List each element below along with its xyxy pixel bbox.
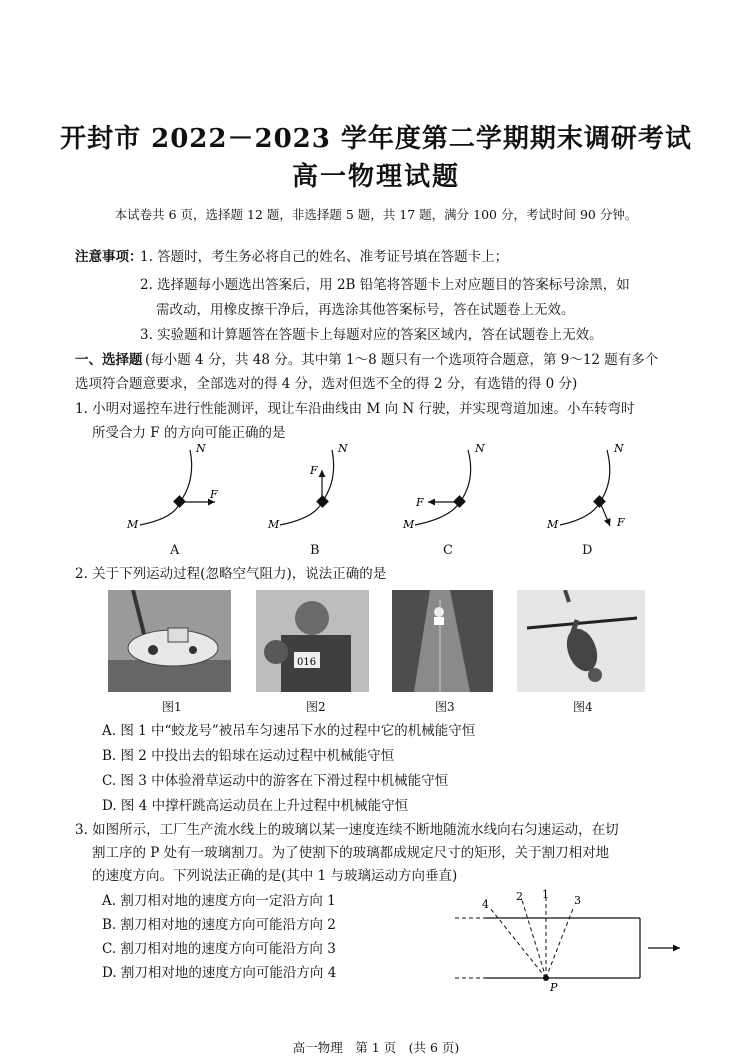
q1-diagrams (110, 440, 670, 540)
q3-stem-c: 的速度方向。下列说法正确的是(其中 1 与玻璃运动方向垂直) (92, 868, 458, 884)
q1-a-label-m: M (127, 518, 139, 531)
caption-fig1: 图1 (162, 700, 182, 714)
section-label: 一、选择题 (75, 352, 143, 368)
q1-stem-a: 1. 小明对遥控车进行性能测评，现让车沿曲线由 M 向 N 行驶，并实现弯道加速。小车转弯时 (75, 401, 635, 417)
q1-c-label-f: F (416, 496, 424, 509)
caption-fig4: 图4 (573, 700, 593, 714)
q1-b-label-f: F (310, 464, 318, 477)
q2-option-b: B. 图 2 中投出去的铅球在运动过程中机械能守恒 (102, 748, 395, 764)
q2-option-d: D. 图 4 中撑杆跳高运动员在上升过程中机械能守恒 (102, 798, 409, 814)
q1-diagram-b (267, 442, 348, 531)
q1-option-a: A (170, 543, 180, 558)
q1-c-label-m: M (403, 518, 415, 531)
photo-grass-slide (392, 590, 493, 692)
note-item-1: 1. 答题时，考生务必将自己的姓名、准考证号填在答题卡上； (140, 249, 509, 265)
exam-title: 开封市 2022－2023 学年度第二学期期末调研考试 (60, 124, 692, 154)
q1-option-c: C (443, 543, 453, 558)
q2-option-a: A. 图 1 中“蛟龙号”被吊车匀速吊下水的过程中它的机械能守恒 (102, 723, 476, 739)
q1-d-label-m: M (547, 518, 559, 531)
q1-b-label-m: M (268, 518, 280, 531)
q3-dir-3: 3 (574, 894, 581, 907)
q2-stem: 2. 关于下列运动过程(忽略空气阻力)，说法正确的是 (75, 566, 387, 582)
q3-dir-4: 4 (482, 898, 489, 911)
q3-diagram (450, 888, 690, 992)
q3-dir-1: 1 (542, 888, 549, 901)
photo-submersible (108, 590, 231, 692)
q1-option-b: B (310, 543, 320, 558)
q3-option-a: A. 割刀相对地的速度方向一定沿方向 1 (102, 893, 336, 909)
q1-stem-b: 所受合力 F 的方向可能正确的是 (92, 425, 286, 441)
q1-diagram-a (126, 442, 218, 531)
exam-info: 本试卷共 6 页，选择题 12 题，非选择题 5 题，共 17 题，满分 100 分，考试时间 90 分钟。 (114, 207, 638, 222)
q1-c-label-n: N (475, 442, 485, 455)
q3-dir-2: 2 (516, 890, 523, 903)
photo-pole-vault (517, 590, 645, 692)
q1-a-label-f: F (210, 488, 218, 501)
q3-point-p: P (550, 981, 558, 992)
q3-option-b: B. 割刀相对地的速度方向可能沿方向 2 (102, 917, 336, 933)
q3-stem-b: 割工序的 P 处有一玻璃割刀。为了使割下的玻璃都成规定尺寸的矩形，关于割刀相对地 (92, 845, 610, 861)
exam-subtitle: 高一物理试题 (291, 162, 460, 192)
q1-diagram-d (546, 442, 625, 531)
q1-b-label-n: N (338, 442, 348, 455)
q1-a-label-n: N (196, 442, 206, 455)
q1-option-d: D (582, 543, 593, 558)
q1-diagram-c (402, 442, 485, 531)
page-footer: 高一物理 第 1 页 (共 6 页) (292, 1040, 460, 1055)
q1-d-label-n: N (614, 442, 624, 455)
q2-option-c: C. 图 3 中体验滑草运动中的游客在下滑过程中机械能守恒 (102, 773, 449, 789)
section-desc-b: 选项符合题意要求，全部选对的得 4 分，选对但选不全的得 2 分，有选错的得 0 分) (75, 376, 578, 392)
photo-bib-number: 016 (297, 657, 317, 668)
note-item-3: 3. 实验题和计算题答在答题卡上每题对应的答案区域内，答在试题卷上无效。 (140, 327, 603, 343)
note-item-2a: 2. 选择题每小题选出答案后，用 2B 铅笔将答题卡上对应题目的答案标号涂黑，如 (140, 277, 630, 293)
q1-d-label-f: F (617, 516, 625, 529)
caption-fig2: 图2 (306, 700, 326, 714)
note-item-2b: 需改动，用橡皮擦干净后，再选涂其他答案标号，答在试题卷上无效。 (156, 302, 575, 318)
q3-option-c: C. 割刀相对地的速度方向可能沿方向 3 (102, 941, 336, 957)
caption-fig3: 图3 (435, 700, 455, 714)
section-desc-a: (每小题 4 分，共 48 分。其中第 1～8 题只有一个选项符合题意，第 9～12 题有多个 (145, 352, 659, 368)
q3-stem-a: 3. 如图所示，工厂生产流水线上的玻璃以某一速度连续不断地随流水线向右匀速运动，在切 (75, 822, 619, 838)
notes-label: 注意事项： (75, 249, 143, 265)
photo-shot-put (256, 590, 369, 692)
q3-option-d: D. 割刀相对地的速度方向可能沿方向 4 (102, 965, 337, 981)
